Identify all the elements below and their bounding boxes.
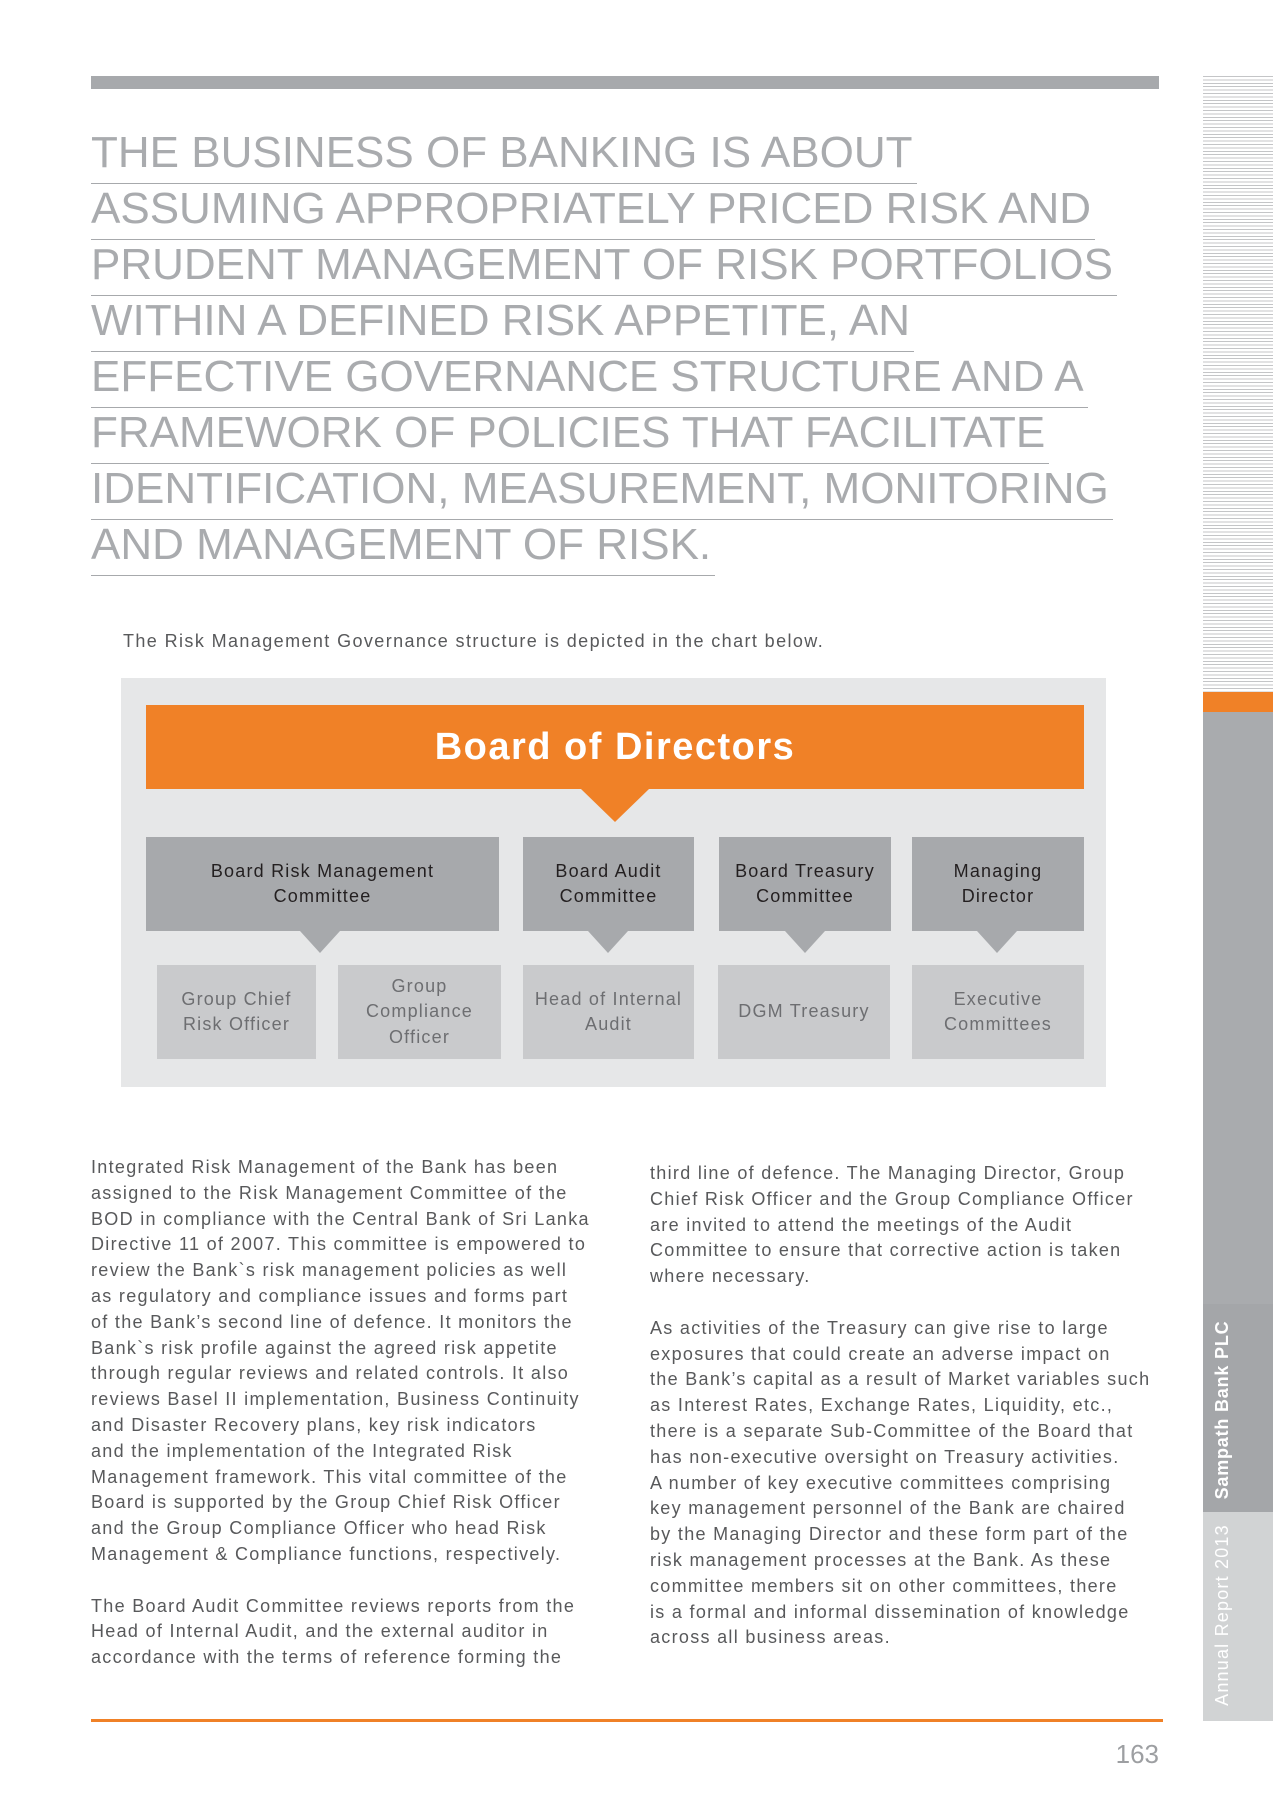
committee-label-line: Board Treasury xyxy=(735,860,875,881)
text-line: exposures that could create an adverse impact on xyxy=(650,1343,1111,1364)
text-line: As activities of the Treasury can give rise to large xyxy=(650,1317,1109,1338)
text-line: is a formal and informal dissemination of knowledge xyxy=(650,1601,1130,1622)
headline-line: PRUDENT MANAGEMENT OF RISK PORTFOLIOS xyxy=(91,243,1117,296)
text-line: review the Bank`s risk management policies as well xyxy=(91,1260,568,1281)
headline-line: IDENTIFICATION, MEASUREMENT, MONITORING xyxy=(91,467,1113,520)
board-of-directors-box xyxy=(146,705,1084,789)
text-line: Integrated Risk Management of the Bank has been xyxy=(91,1157,559,1177)
connector-arrow xyxy=(977,931,1017,953)
committee-box-audit xyxy=(523,837,694,931)
officer-label-line: Head of Internal xyxy=(534,988,683,1009)
paragraph xyxy=(650,1161,1150,1290)
headline xyxy=(91,128,1117,579)
chart-intro-text: The Risk Management Governance structure is depicted in the chart below. xyxy=(123,631,825,651)
text-line: Board is supported by the Group Chief Risk Officer xyxy=(91,1492,561,1513)
committee-box-risk-management xyxy=(146,837,499,931)
text-line: across all business areas. xyxy=(650,1627,891,1648)
text-line: assigned to the Risk Management Committee of the xyxy=(91,1182,568,1203)
officer-label-line: Audit xyxy=(584,1014,633,1034)
text-line: Chief Risk Officer and the Group Compliance Officer xyxy=(650,1188,1134,1209)
sidebar-accent-band xyxy=(1203,692,1273,712)
sidebar-striped-band xyxy=(1203,76,1273,692)
headline-line: ASSUMING APPROPRIATELY PRICED RISK AND xyxy=(91,187,1095,240)
connector-arrow xyxy=(785,931,825,953)
text-line: Head of Internal Audit, and the external auditor in xyxy=(91,1621,549,1642)
sidebar-gray-band xyxy=(1203,712,1273,1304)
connector-arrow xyxy=(588,931,628,953)
committee-label-line: Board Audit xyxy=(555,860,662,881)
text-line: reviews Basel II implementation, Business Continuity xyxy=(91,1389,580,1410)
text-line: Committee to ensure that corrective action is taken xyxy=(650,1240,1122,1261)
text-line: has non-executive oversight on Treasury activities. xyxy=(650,1446,1120,1467)
headline-line: THE BUSINESS OF BANKING IS ABOUT xyxy=(91,131,917,184)
text-line: Directive 11 of 2007. This committee is empowered to xyxy=(91,1234,587,1255)
text-line: through regular reviews and related controls. It also xyxy=(91,1363,570,1384)
connector-arrow xyxy=(300,931,340,953)
text-line: the Bank’s capital as a result of Market variables such xyxy=(650,1369,1151,1390)
text-line: Bank`s risk profile against the agreed risk appetite xyxy=(91,1337,558,1358)
sidebar-report-title: Annual Report 2013 xyxy=(1212,1524,1232,1706)
officer-label-line: Risk Officer xyxy=(182,1014,291,1034)
committee-box-treasury xyxy=(719,837,891,931)
officer-label-line: Officer xyxy=(388,1026,451,1047)
officer-label-line: Compliance xyxy=(365,1001,474,1022)
officer-box-group-chief-risk-officer xyxy=(157,965,316,1059)
headline-line: WITHIN A DEFINED RISK APPETITE, AN xyxy=(91,299,914,352)
officer-label-line: Committees xyxy=(943,1014,1053,1034)
text-line: and Disaster Recovery plans, key risk indicators xyxy=(91,1414,537,1435)
committee-label-line: Committee xyxy=(756,886,854,906)
text-line: of the Bank’s second line of defence. It monitors the xyxy=(91,1311,573,1332)
page-number: 163 xyxy=(1115,1739,1159,1769)
officer-box-head-of-internal-audit xyxy=(523,965,694,1059)
paragraph xyxy=(91,1594,590,1671)
text-line: risk management processes at the Bank. As these xyxy=(650,1549,1112,1570)
officer-box-dgm-treasury xyxy=(718,965,890,1059)
officer-box-executive-committees xyxy=(912,965,1084,1059)
text-line: accordance with the terms of reference forming the xyxy=(91,1647,563,1668)
text-line: there is a separate Sub-Committee of the Board that xyxy=(650,1420,1134,1441)
officer-label-line: Group Chief xyxy=(181,988,292,1009)
text-line: The Board Audit Committee reviews reports from the xyxy=(91,1595,576,1616)
committee-label-line: Director xyxy=(961,886,1035,906)
top-rule xyxy=(91,76,1159,89)
text-line: BOD in compliance with the Central Bank of Sri Lanka xyxy=(91,1208,590,1229)
text-line: and the implementation of the Integrated Risk xyxy=(91,1440,513,1461)
text-line: are invited to attend the meetings of the Audit xyxy=(650,1214,1073,1235)
paragraph xyxy=(91,1155,590,1568)
text-line: by the Managing Director and these form part of the xyxy=(650,1524,1129,1545)
text-line: as regulatory and compliance issues and forms part xyxy=(91,1285,569,1306)
committee-label-line: Committee xyxy=(273,886,372,906)
headline-line: EFFECTIVE GOVERNANCE STRUCTURE AND A xyxy=(91,355,1088,408)
headline-line: FRAMEWORK OF POLICIES THAT FACILITATE xyxy=(91,411,1049,464)
text-line: Management framework. This vital committee of the xyxy=(91,1466,568,1487)
officer-label-line: DGM Treasury xyxy=(738,1001,870,1022)
bottom-rule xyxy=(91,1719,1163,1722)
body-column-right xyxy=(650,1161,1150,1651)
committee-box-managing-director xyxy=(912,837,1084,931)
connector-arrow xyxy=(581,789,649,822)
officer-box-group-compliance-officer xyxy=(338,965,501,1059)
officer-label-line: Group xyxy=(391,975,448,996)
paragraph xyxy=(650,1316,1150,1651)
text-line: committee members sit on other committees, there xyxy=(650,1575,1118,1596)
body-column-left xyxy=(91,1155,590,1671)
text-line: third line of defence. The Managing Director, Group xyxy=(650,1163,1126,1183)
text-line: A number of key executive committees comprising xyxy=(650,1472,1112,1493)
committee-label-line: Managing xyxy=(953,860,1043,881)
sidebar-company-name: Sampath Bank PLC xyxy=(1212,1320,1232,1500)
text-line: as Interest Rates, Exchange Rates, Liquidity, etc., xyxy=(650,1395,1114,1416)
board-of-directors-label: Board of Directors xyxy=(434,725,796,768)
text-line: key management personnel of the Bank are chaired xyxy=(650,1498,1126,1519)
headline-line: AND MANAGEMENT OF RISK. xyxy=(91,523,715,576)
officer-label-line: Executive xyxy=(953,988,1043,1009)
committee-label-line: Committee xyxy=(559,886,658,906)
committee-label-line: Board Risk Management xyxy=(210,860,435,881)
text-line: and the Group Compliance Officer who head Risk xyxy=(91,1518,547,1539)
text-line: Management & Compliance functions, respectively. xyxy=(91,1543,562,1564)
text-line: where necessary. xyxy=(650,1266,811,1287)
